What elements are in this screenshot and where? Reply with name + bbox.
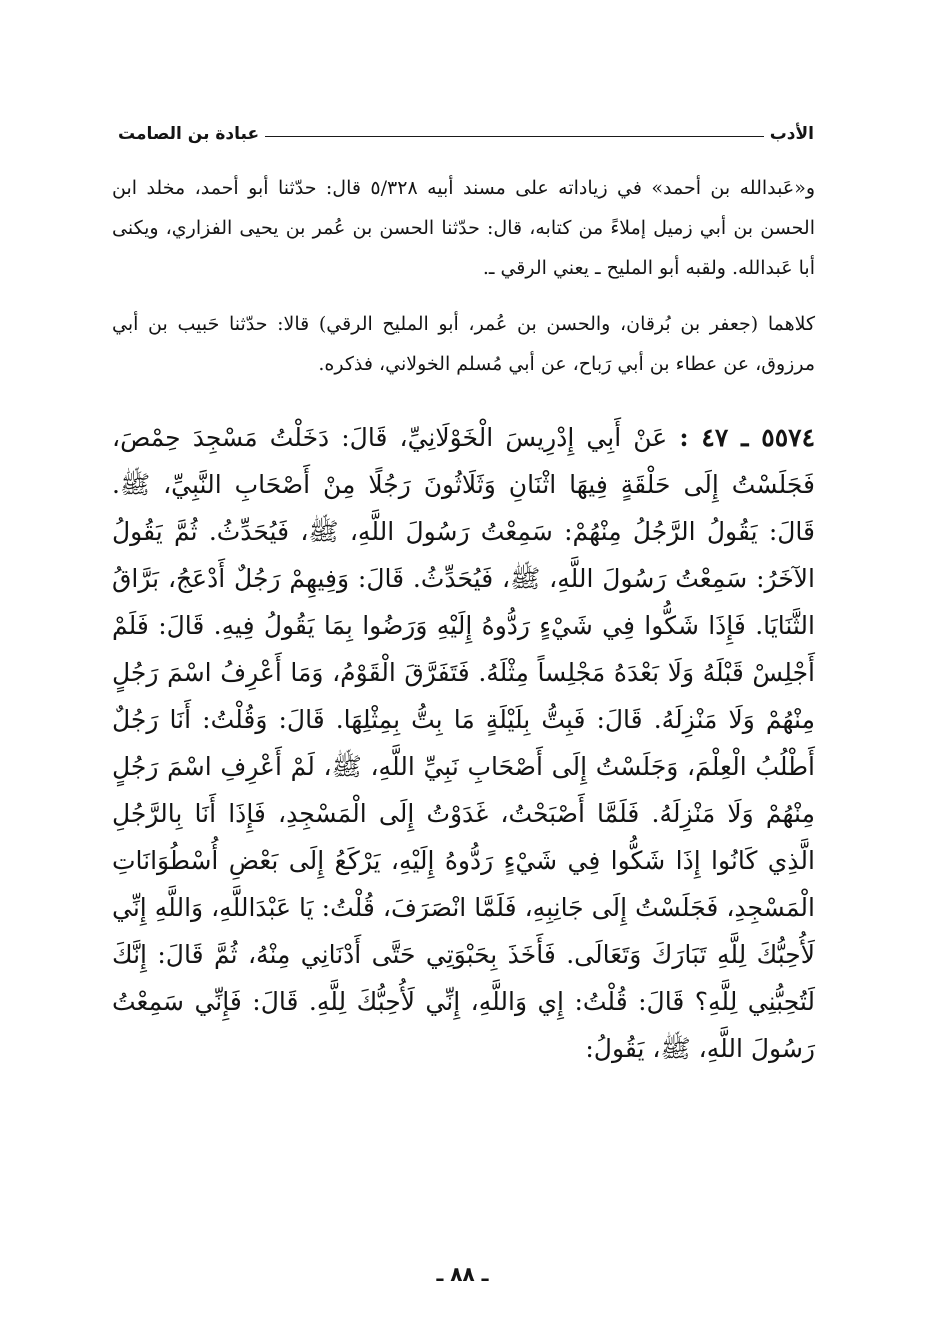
running-header [118,108,814,144]
hadith-text: عَنْ أَبِي إِدْرِيسَ الْخَوْلَانِيِّ، قَالَ: دَخَلْتُ مَسْجِدَ حِمْصَ، فَجَلَسْتُ إِلَى حَلْقَةٍ فِيهَا اثْنَانِ وَثَلَاثُونَ رَجُلًا مِنْ أَصْحَابِ النَّبِيِّ، ﷺ. قَالَ: يَقُولُ الرَّجُلُ مِنْهُمْ: سَمِعْتُ رَسُولَ اللَّهِ، ﷺ، فَيُحَدِّثُ. ثُمَّ يَقُولُ الآخَرُ: سَمِعْتُ رَسُولَ اللَّهِ، ﷺ، فَيُحَدِّثُ. قَالَ: وَفِيهِمْ رَجُلٌ أَدْعَجُ، بَرَّاقُ الثَّنَايَا. فَإِذَا شَكُّوا فِي شَيْءٍ رَدُّوهُ إِلَيْهِ وَرَضُوا بِمَا يَقُولُ فِيهِ. قَالَ: فَلَمْ أَجْلِسْ قَبْلَهُ وَلَا بَعْدَهُ مَجْلِساً مِثْلَهُ. فَتَفَرَّقَ الْقَوْمُ، وَمَا أَعْرِفُ اسْمَ رَجُلٍ مِنْهُمْ وَلَا مَنْزِلَهُ. قَالَ: فَبِتُّ بِلَيْلَةٍ مَا بِتُّ بِمِثْلِهَا. قَالَ: وَقُلْتُ: أَنَا رَجُلٌ أَطْلُبُ الْعِلْمَ، وَجَلَسْتُ إِلَى أَصْحَابِ نَبِيِّ اللَّهِ، ﷺ، لَمْ أَعْرِفِ اسْمَ رَجُلٍ مِنْهُمْ وَلَا مَنْزِلَهُ. فَلَمَّا أَصْبَحْتُ، غَدَوْتُ إِلَى الْمَسْجِدِ، فَإِذَا أَنَا بِالرَّجُلِ الَّذِي كَانُوا إِذَا شَكُّوا فِي شَيْءٍ رَدُّوهُ إِلَيْهِ، يَرْكَعُ إِلَى بَعْضِ أُسْطُوَانَاتِ الْمَسْجِدِ، فَجَلَسْتُ إِلَى جَانِبِهِ، فَلَمَّا انْصَرَفَ، قُلْتُ: يَا عَبْدَاللَّهِ، وَاللَّهِ إِنِّي لَأُحِبُّكَ لِلَّهِ تَبَارَكَ وَتَعَالَى. فَأَخَذَ بِحَبْوَتِي حَتَّى أَدْنَانِي مِنْهُ، ثُمَّ قَالَ: إِنَّكَ لَتُحِبُّنِي لِلَّهِ؟ قَالَ: قُلْتُ: إِي وَاللَّهِ، إِنِّي لَأُحِبُّكَ لِلَّهِ. قَالَ: فَإِنِّي سَمِعْتُ رَسُولَ اللَّهِ، ﷺ، يَقُولُ: [112,423,815,1063]
page-number: ـ ٨٨ ـ [436,1262,489,1286]
source-paragraph: و«عَبدالله بن أحمد» في زياداته على مسند أبيه ٥/٣٢٨ قال: حدّثنا أبو أحمد، مخلد ابن الحسن بن أبي زميل إملاءً من كتابه، قال: حدّثنا الحسن بن عُمر بن يحيى الفزاري، ويكنى أبا عَبدالله. ولقبه أبو المليح ـ يعني الرقي ـ. [112,177,816,279]
source-paragraph: كلاهما (جعفر بن بُرقان، والحسن بن عُمر، أبو المليح الرقي) قالا: حدّثنا حَبيب بن أبي مرزوق، عن عطاء بن أبي رَباح، عن أبي مُسلم الخولاني، فذكره. [112,313,815,375]
hadith-paragraph [112,414,815,1072]
hadith-section [112,414,815,1072]
sources-section [112,168,815,384]
chapter-title: الأدب [769,124,814,144]
header-rule [265,136,764,137]
hadith-number: ٥٥٧٤ ـ ٤٧ : [679,423,816,452]
narrator-title: عبادة بن الصامت [118,124,260,144]
